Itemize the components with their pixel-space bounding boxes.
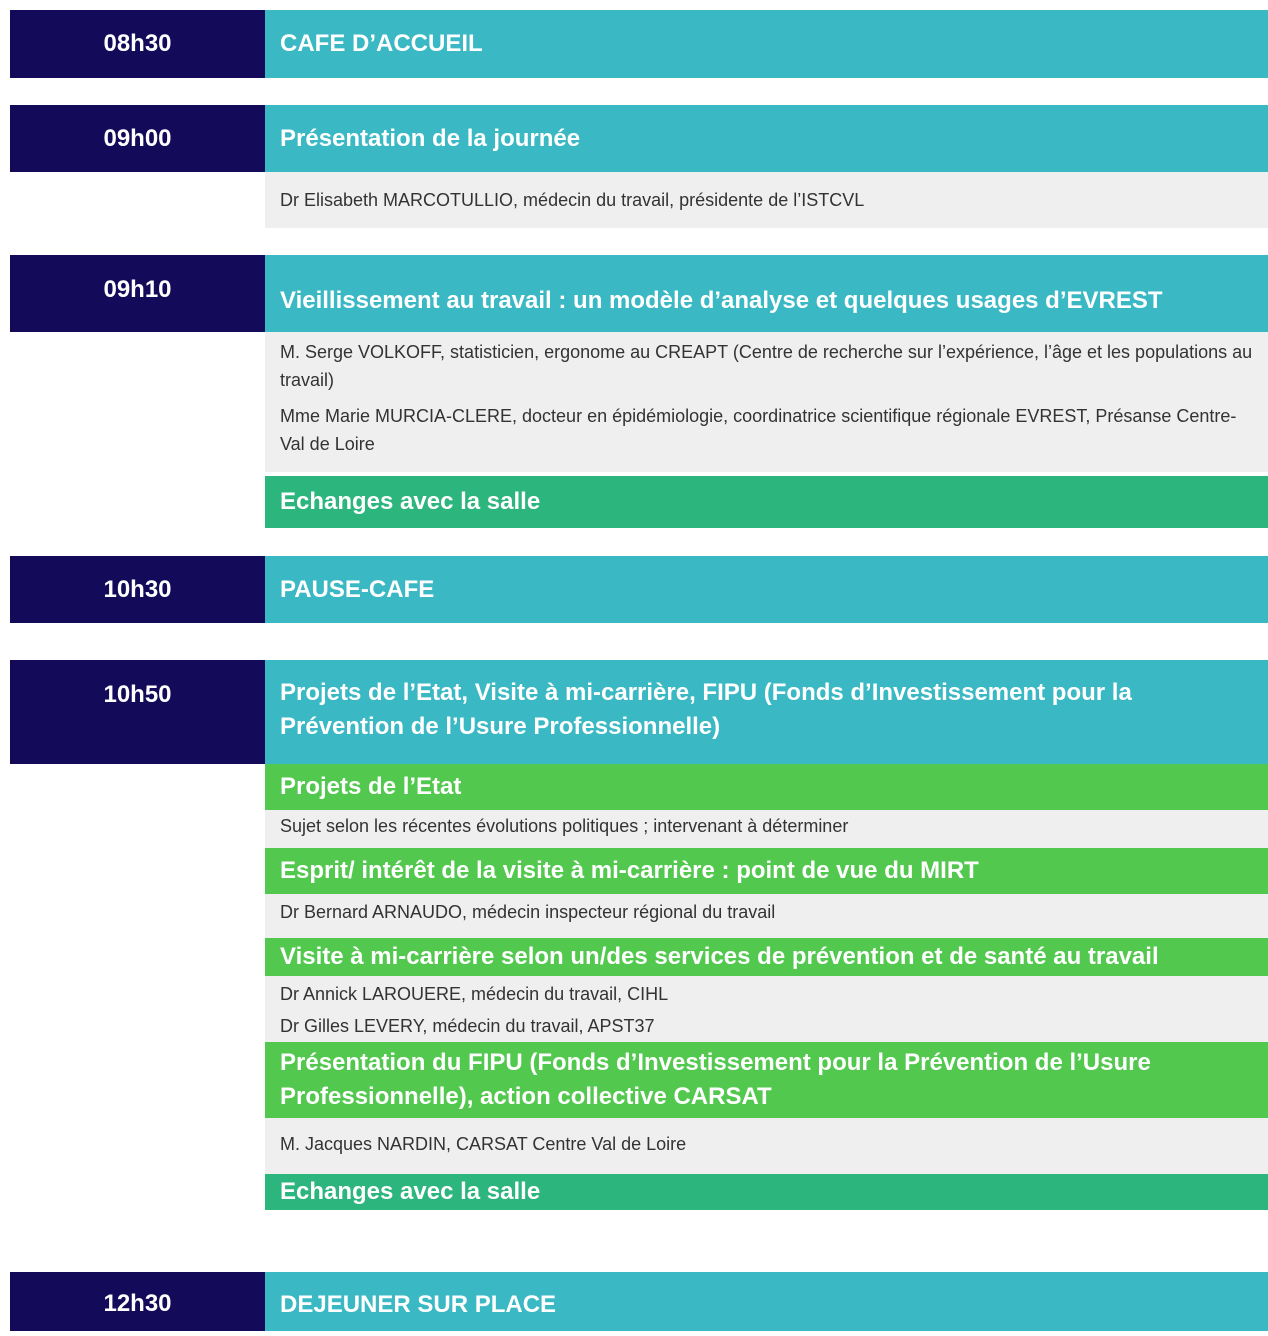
session-title: DEJEUNER SUR PLACE <box>265 1272 1268 1331</box>
subtopic-title: Présentation du FIPU (Fonds d’Investissement pour la Prévention de l’Usure Professionnelle), action collective CARSAT <box>265 1042 1268 1118</box>
session-time: 12h30 <box>10 1272 265 1331</box>
subtopic-title: Esprit/ intérêt de la visite à mi-carrière : point de vue du MIRT <box>265 848 1268 894</box>
speaker-line: Dr Bernard ARNAUDO, médecin inspecteur régional du travail <box>265 894 1268 938</box>
session-time: 10h50 <box>10 660 265 764</box>
speaker-block <box>265 976 1268 1042</box>
exchange-bar: Echanges avec la salle <box>265 476 1268 528</box>
speaker-line: Dr Annick LAROUERE, médecin du travail, CIHL <box>280 984 669 1004</box>
speaker-line: Sujet selon les récentes évolutions politiques ; intervenant à déterminer <box>265 810 1268 848</box>
speaker-line: Mme Marie MURCIA-CLERE, docteur en épidémiologie, coordinatrice scientifique régionale EVREST, Présanse Centre-Val de Loire <box>280 406 1237 454</box>
session-time: 09h10 <box>10 255 265 332</box>
speaker-line: M. Serge VOLKOFF, statisticien, ergonome au CREAPT (Centre de recherche sur l’expérience, l’âge et les populations au travail) <box>280 342 1253 390</box>
speaker-block <box>265 332 1268 472</box>
session-title: CAFE D’ACCUEIL <box>265 10 1268 78</box>
speaker-line: Dr Gilles LEVERY, médecin du travail, APST37 <box>280 1016 655 1036</box>
session-time: 09h00 <box>10 105 265 172</box>
session-title: Présentation de la journée <box>265 105 1268 172</box>
session-title: PAUSE-CAFE <box>265 556 1268 623</box>
session-time: 10h30 <box>10 556 265 623</box>
speaker-line: M. Jacques NARDIN, CARSAT Centre Val de Loire <box>265 1118 1268 1174</box>
speaker-line: Dr Elisabeth MARCOTULLIO, médecin du travail, présidente de l’ISTCVL <box>265 172 1268 228</box>
session-title: Vieillissement au travail : un modèle d’analyse et quelques usages d’EVREST <box>265 255 1268 332</box>
session-time: 08h30 <box>10 10 265 78</box>
subtopic-title: Visite à mi-carrière selon un/des services de prévention et de santé au travail <box>265 938 1268 976</box>
exchange-bar: Echanges avec la salle <box>265 1174 1268 1210</box>
session-title: Projets de l’Etat, Visite à mi-carrière, FIPU (Fonds d’Investissement pour la Prévention de l’Usure Professionnelle) <box>265 660 1268 764</box>
subtopic-title: Projets de l’Etat <box>265 764 1268 810</box>
